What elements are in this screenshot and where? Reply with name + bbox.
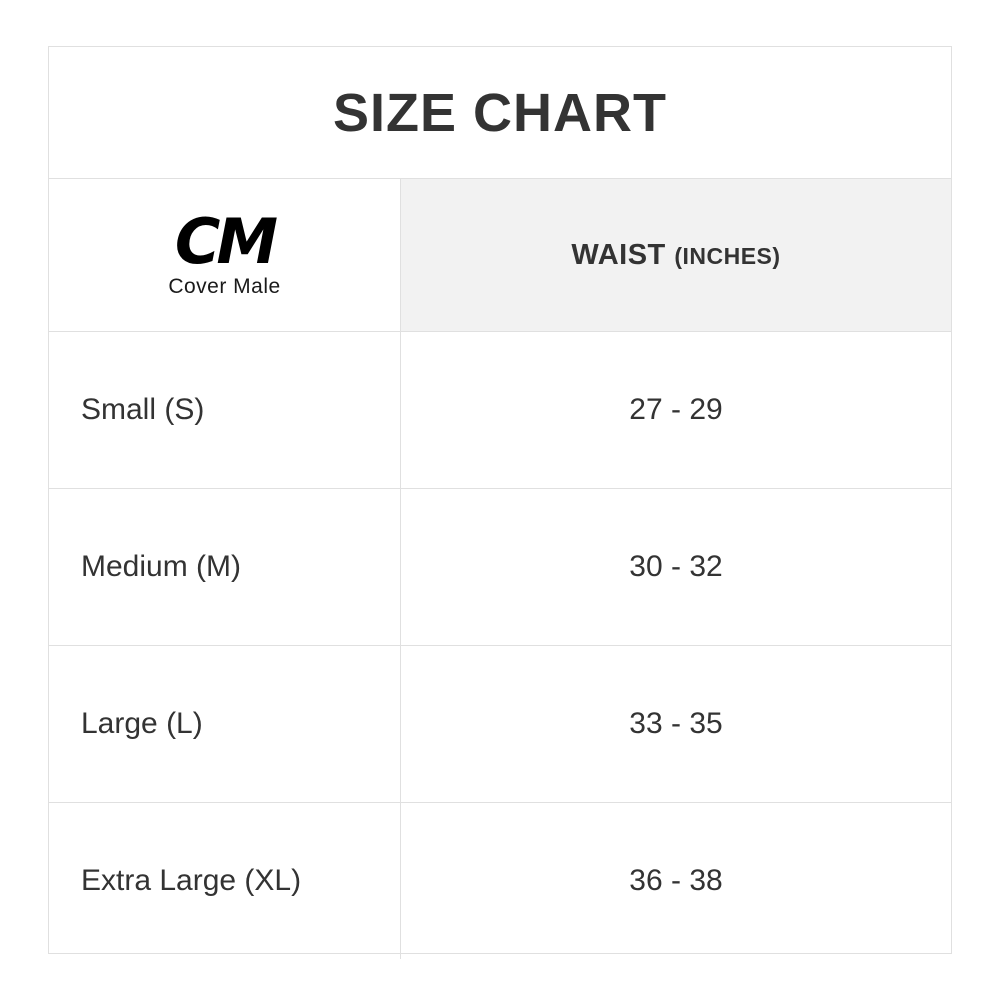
column-header-text	[571, 239, 780, 272]
chart-title-row	[49, 47, 951, 179]
waist-cell	[401, 646, 951, 802]
table-row	[49, 646, 951, 803]
logo-monogram: CM	[174, 205, 275, 279]
waist-value: 30 - 32	[629, 550, 723, 583]
table-row	[49, 803, 951, 959]
size-label: Extra Large (XL)	[81, 864, 302, 897]
page-title: SIZE CHART	[333, 82, 667, 143]
size-label: Medium (M)	[81, 550, 242, 583]
waist-label: WAIST	[571, 238, 666, 271]
table-row	[49, 489, 951, 646]
size-cell	[49, 803, 401, 959]
cover-male-logo	[168, 205, 281, 298]
size-label: Small (S)	[81, 393, 205, 426]
size-chart-table	[48, 46, 952, 954]
size-cell	[49, 646, 401, 802]
waist-unit: (INCHES)	[674, 242, 781, 269]
brand-cell	[49, 179, 401, 331]
waist-value: 27 - 29	[629, 393, 723, 426]
size-label: Large (L)	[81, 707, 203, 740]
table-row	[49, 332, 951, 489]
waist-value: 36 - 38	[629, 864, 723, 897]
waist-cell	[401, 803, 951, 959]
logo-wordmark: Cover Male	[168, 274, 281, 298]
waist-cell	[401, 332, 951, 488]
size-cell	[49, 332, 401, 488]
table-header-row	[49, 179, 951, 332]
waist-column-header	[401, 179, 951, 331]
waist-value: 33 - 35	[629, 707, 723, 740]
waist-cell	[401, 489, 951, 645]
size-cell	[49, 489, 401, 645]
